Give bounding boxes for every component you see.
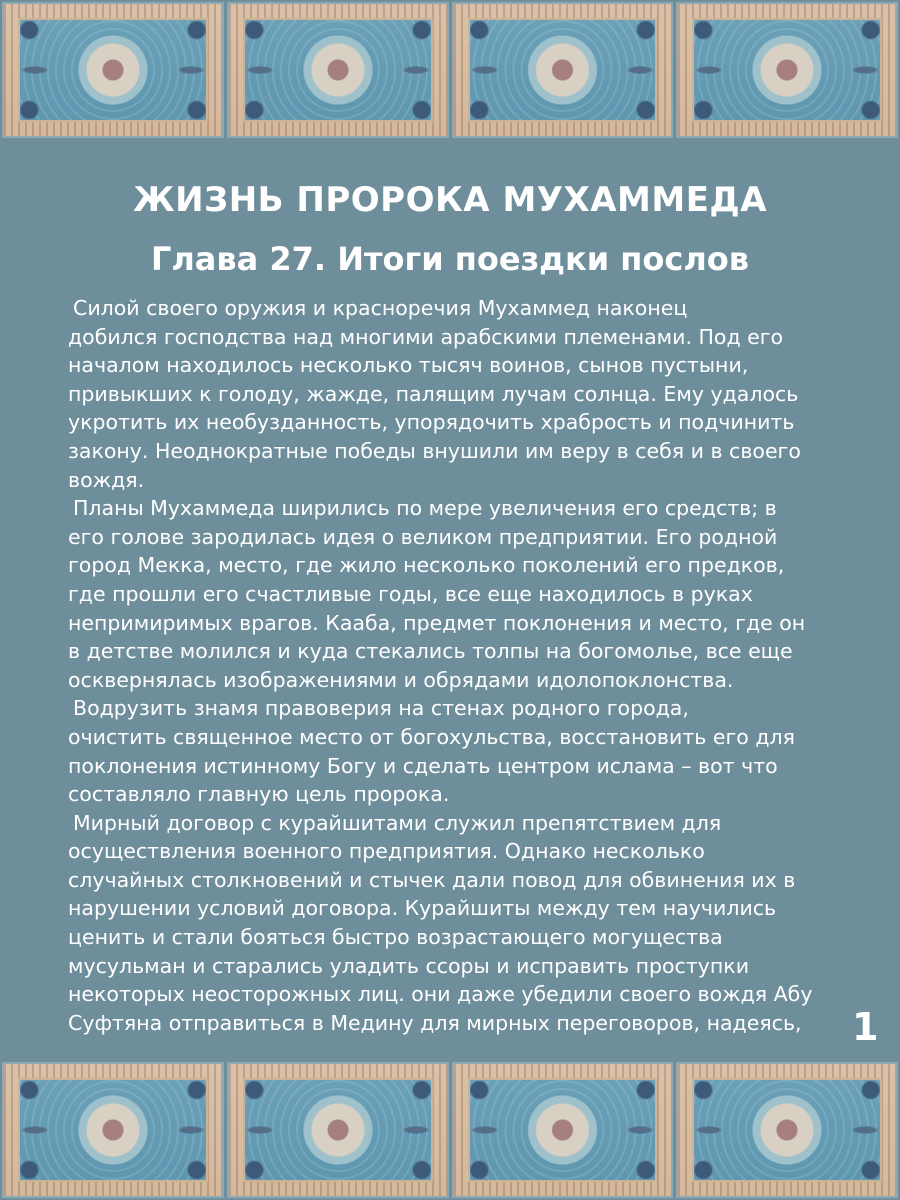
- carpet-image: [676, 2, 898, 138]
- chapter-body: [68, 294, 878, 1037]
- text-line: мусульман и старались уладить ссоры и исправить проступки: [68, 953, 750, 978]
- text-line: добился господства над многими арабскими племенами. Под его: [68, 324, 784, 349]
- carpet-image: [227, 1062, 449, 1198]
- chapter-title: Глава 27. Итоги поездки послов: [150, 240, 750, 278]
- carpet-border-top: [0, 2, 900, 138]
- paragraph: [68, 494, 878, 694]
- text-line: непримиримых врагов. Кааба, предмет поклонения и место, где он: [68, 610, 806, 635]
- text-line: поклонения истинному Богу и сделать центром ислама – вот что: [68, 753, 778, 778]
- carpet-image: [452, 2, 674, 138]
- text-line: осквернялась изображениями и обрядами идолопоклонства.: [68, 667, 734, 692]
- text-line: в детстве молился и куда стекались толпы на богомолье, все еще: [68, 639, 793, 664]
- text-line: Суфтяна отправиться в Медину для мирных переговоров, надеясь,: [68, 1010, 802, 1035]
- book-title: ЖИЗНЬ ПРОРОКА МУХАММЕДА: [132, 180, 768, 220]
- text-line: вождя.: [68, 467, 145, 492]
- page-number: 1: [852, 1005, 879, 1049]
- text-line: его голове зародилась идея о великом предприятии. Его родной: [68, 524, 778, 549]
- carpet-image: [2, 2, 224, 138]
- paragraph: [68, 694, 878, 808]
- text-line: ценить и стали бояться быстро возрастающего могущества: [68, 925, 723, 950]
- text-line: Планы Мухаммеда ширились по мере увеличения его средств; в: [73, 496, 777, 521]
- carpet-image: [452, 1062, 674, 1198]
- paragraph: [68, 294, 878, 494]
- carpet-border-bottom: [0, 1062, 900, 1198]
- text-line: нарушении условий договора. Курайшиты между тем научились: [68, 896, 777, 921]
- carpet-image: [2, 1062, 224, 1198]
- carpet-image: [227, 2, 449, 138]
- text-line: составляло главную цель пророка.: [68, 782, 450, 807]
- text-line: Силой своего оружия и красноречия Мухаммед наконец: [73, 296, 688, 320]
- paragraph: [68, 809, 878, 1038]
- text-line: очистить священное место от богохульства, восстановить его для: [68, 724, 795, 749]
- text-line: привыкших к голоду, жажде, палящим лучам солнца. Ему удалось: [68, 381, 799, 406]
- text-line: началом находилось несколько тысяч воинов, сынов пустыни,: [68, 353, 749, 378]
- text-line: случайных столкновений и стычек дали повод для обвинения их в: [68, 867, 796, 892]
- text-line: Водрузить знамя правоверия на стенах родного города,: [73, 696, 689, 721]
- text-line: укротить их необузданность, упорядочить храбрость и подчинить: [68, 410, 795, 435]
- text-line: город Мекка, место, где жило несколько поколений его предков,: [68, 553, 785, 578]
- text-line: осуществления военного предприятия. Однако несколько: [68, 839, 705, 864]
- text-line: некоторых неосторожных лиц. они даже убедили своего вождя Абу: [68, 982, 813, 1007]
- text-line: Мирный договор с курайшитами служил препятствием для: [73, 810, 722, 835]
- text-line: закону. Неоднократные победы внушили им веру в себя и в своего: [68, 438, 801, 463]
- carpet-image: [676, 1062, 898, 1198]
- text-line: где прошли его счастливые годы, все еще находилось в руках: [68, 581, 753, 606]
